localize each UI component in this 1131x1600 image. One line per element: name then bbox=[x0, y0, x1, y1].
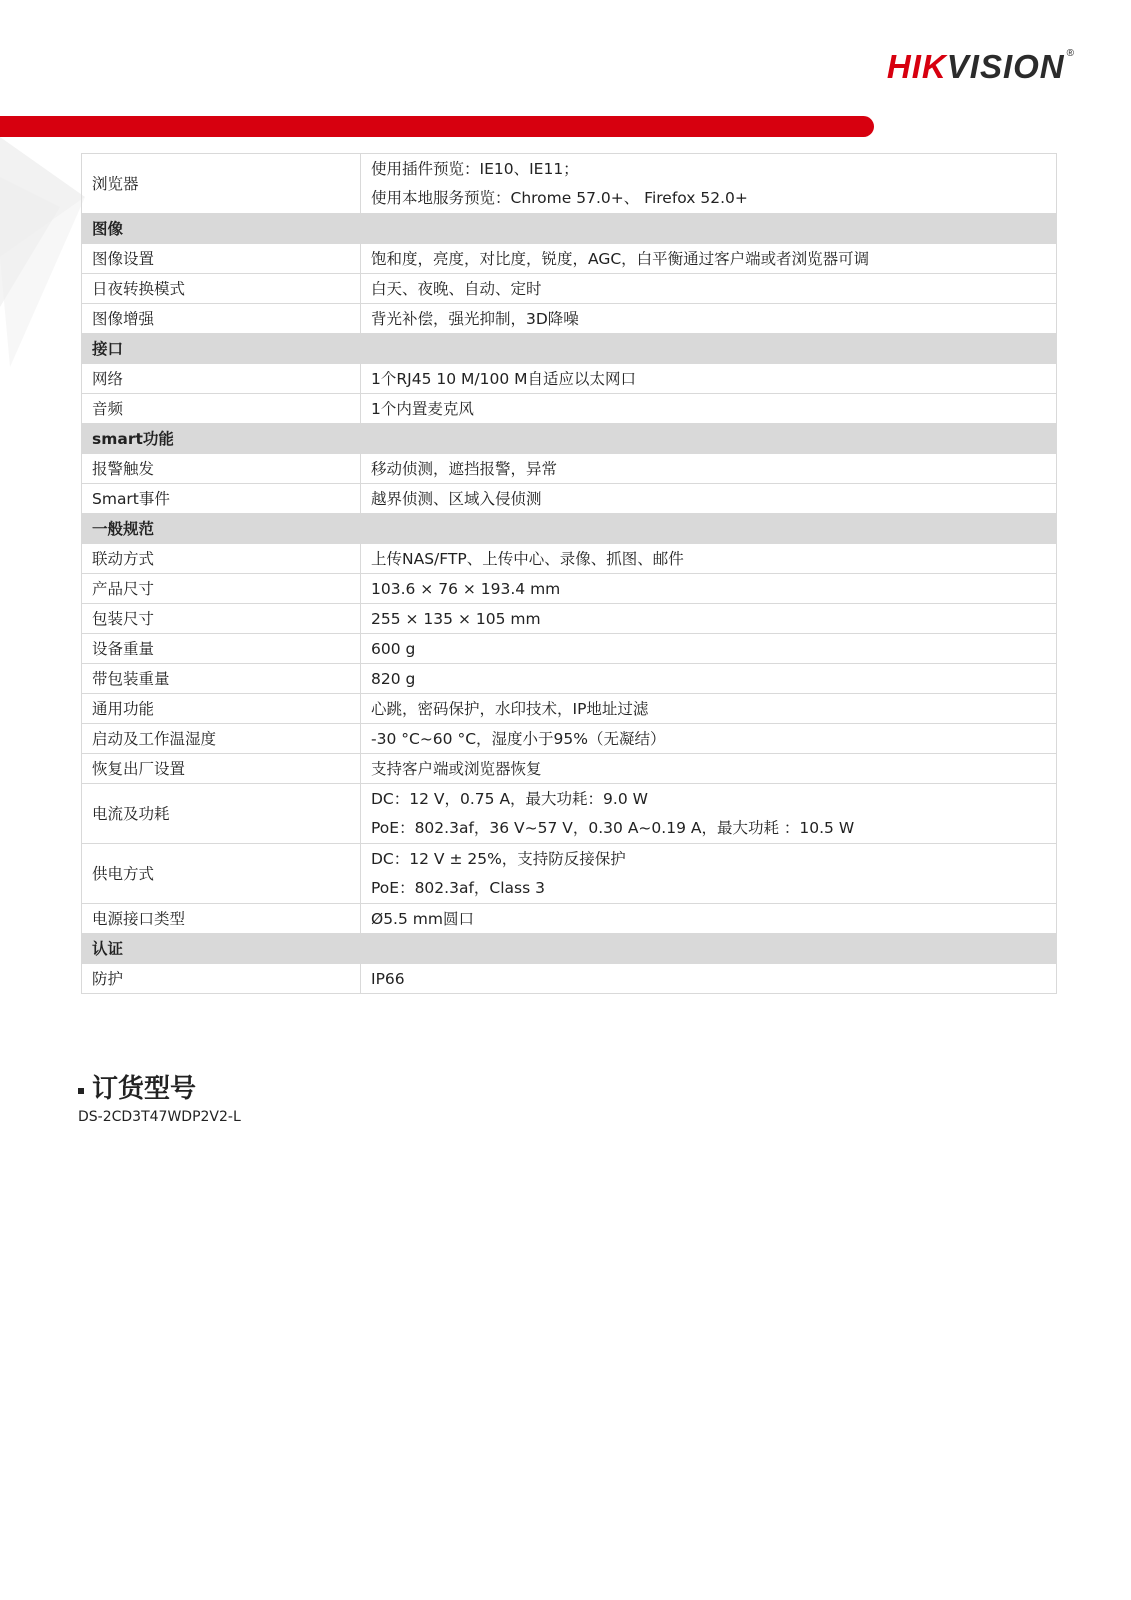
spec-key: 恢复出厂设置 bbox=[82, 754, 361, 784]
section-title: 接口 bbox=[82, 334, 1057, 364]
spec-key: 电源接口类型 bbox=[82, 904, 361, 934]
section-title: 图像 bbox=[82, 214, 1057, 244]
spec-value bbox=[361, 784, 1057, 844]
spec-row bbox=[82, 364, 1057, 394]
spec-row bbox=[82, 754, 1057, 784]
order-section bbox=[78, 1068, 241, 1125]
spec-value-line: PoE：802.3af，Class 3 bbox=[371, 878, 545, 897]
spec-row bbox=[82, 454, 1057, 484]
spec-row bbox=[82, 484, 1057, 514]
logo-hik-text: HIK bbox=[886, 48, 947, 85]
spec-row bbox=[82, 544, 1057, 574]
spec-row bbox=[82, 904, 1057, 934]
section-header-row bbox=[82, 424, 1057, 454]
spec-value: 背光补偿，强光抑制，3D降噪 bbox=[361, 304, 1057, 334]
spec-key: 防护 bbox=[82, 964, 361, 994]
spec-value: 移动侦测，遮挡报警，异常 bbox=[361, 454, 1057, 484]
spec-key: 电流及功耗 bbox=[82, 784, 361, 844]
spec-key: 音频 bbox=[82, 394, 361, 424]
spec-key: 包装尺寸 bbox=[82, 604, 361, 634]
spec-value: 600 g bbox=[361, 634, 1057, 664]
spec-key: Smart事件 bbox=[82, 484, 361, 514]
spec-value-line: PoE：802.3af，36 V~57 V，0.30 A~0.19 A，最大功耗 ：10.5 W bbox=[371, 818, 855, 837]
section-title: smart功能 bbox=[82, 424, 1057, 454]
spec-key: 通用功能 bbox=[82, 694, 361, 724]
spec-key: 带包装重量 bbox=[82, 664, 361, 694]
spec-key: 启动及工作温湿度 bbox=[82, 724, 361, 754]
spec-value: 支持客户端或浏览器恢复 bbox=[361, 754, 1057, 784]
spec-key: 设备重量 bbox=[82, 634, 361, 664]
spec-value: 越界侦测、区域入侵侦测 bbox=[361, 484, 1057, 514]
registered-mark: ® bbox=[1066, 48, 1075, 59]
spec-value: 1个RJ45 10 M/100 M自适应以太网口 bbox=[361, 364, 1057, 394]
section-header-row bbox=[82, 514, 1057, 544]
spec-row bbox=[82, 664, 1057, 694]
section-title: 一般规范 bbox=[82, 514, 1057, 544]
spec-row bbox=[82, 304, 1057, 334]
spec-key: 图像增强 bbox=[82, 304, 361, 334]
spec-row bbox=[82, 844, 1057, 904]
spec-value-line: DC：12 V，0.75 A，最大功耗：9.0 W bbox=[371, 789, 648, 808]
section-header-row bbox=[82, 934, 1057, 964]
spec-key: 日夜转换模式 bbox=[82, 274, 361, 304]
spec-row bbox=[82, 154, 1057, 214]
spec-value: 上传NAS/FTP、上传中心、录像、抓图、邮件 bbox=[361, 544, 1057, 574]
spec-value bbox=[361, 844, 1057, 904]
section-header-row bbox=[82, 214, 1057, 244]
spec-value-line: 使用插件预览：IE10、IE11； bbox=[371, 159, 579, 178]
order-heading bbox=[78, 1068, 241, 1105]
spec-row bbox=[82, 244, 1057, 274]
spec-value: 1个内置麦克风 bbox=[361, 394, 1057, 424]
spec-value: 820 g bbox=[361, 664, 1057, 694]
spec-value: Ø5.5 mm圆口 bbox=[361, 904, 1057, 934]
spec-row bbox=[82, 604, 1057, 634]
logo-vision-text: VISION bbox=[946, 48, 1065, 85]
spec-key: 联动方式 bbox=[82, 544, 361, 574]
spec-row bbox=[82, 274, 1057, 304]
spec-key: 供电方式 bbox=[82, 844, 361, 904]
spec-table bbox=[81, 153, 1057, 994]
spec-value-line: DC：12 V ± 25%，支持防反接保护 bbox=[371, 849, 626, 868]
spec-key: 网络 bbox=[82, 364, 361, 394]
spec-row bbox=[82, 694, 1057, 724]
spec-row bbox=[82, 784, 1057, 844]
spec-row bbox=[82, 964, 1057, 994]
spec-value: 白天、夜晚、自动、定时 bbox=[361, 274, 1057, 304]
spec-value-line: 使用本地服务预览：Chrome 57.0+、 Firefox 52.0+ bbox=[371, 188, 748, 207]
spec-value: 心跳，密码保护，水印技术，IP地址过滤 bbox=[361, 694, 1057, 724]
spec-row bbox=[82, 394, 1057, 424]
order-title: 订货型号 bbox=[92, 1074, 197, 1104]
hikvision-logo bbox=[887, 48, 1075, 86]
spec-value bbox=[361, 154, 1057, 214]
spec-key: 产品尺寸 bbox=[82, 574, 361, 604]
spec-value: IP66 bbox=[361, 964, 1057, 994]
section-title: 认证 bbox=[82, 934, 1057, 964]
decorative-triangles bbox=[0, 137, 85, 367]
section-header-row bbox=[82, 334, 1057, 364]
spec-value: 255 × 135 × 105 mm bbox=[361, 604, 1057, 634]
spec-row bbox=[82, 724, 1057, 754]
order-model: DS-2CD3T47WDP2V2-L bbox=[78, 1109, 241, 1125]
spec-value: 饱和度，亮度，对比度，锐度，AGC，白平衡通过客户端或者浏览器可调 bbox=[361, 244, 1057, 274]
spec-key: 报警触发 bbox=[82, 454, 361, 484]
header-red-bar bbox=[0, 116, 874, 137]
spec-key: 图像设置 bbox=[82, 244, 361, 274]
spec-row bbox=[82, 574, 1057, 604]
spec-value: -30 °C~60 °C，湿度小于95%（无凝结） bbox=[361, 724, 1057, 754]
bullet-icon bbox=[78, 1088, 84, 1094]
spec-value: 103.6 × 76 × 193.4 mm bbox=[361, 574, 1057, 604]
spec-row bbox=[82, 634, 1057, 664]
spec-key: 浏览器 bbox=[82, 154, 361, 214]
